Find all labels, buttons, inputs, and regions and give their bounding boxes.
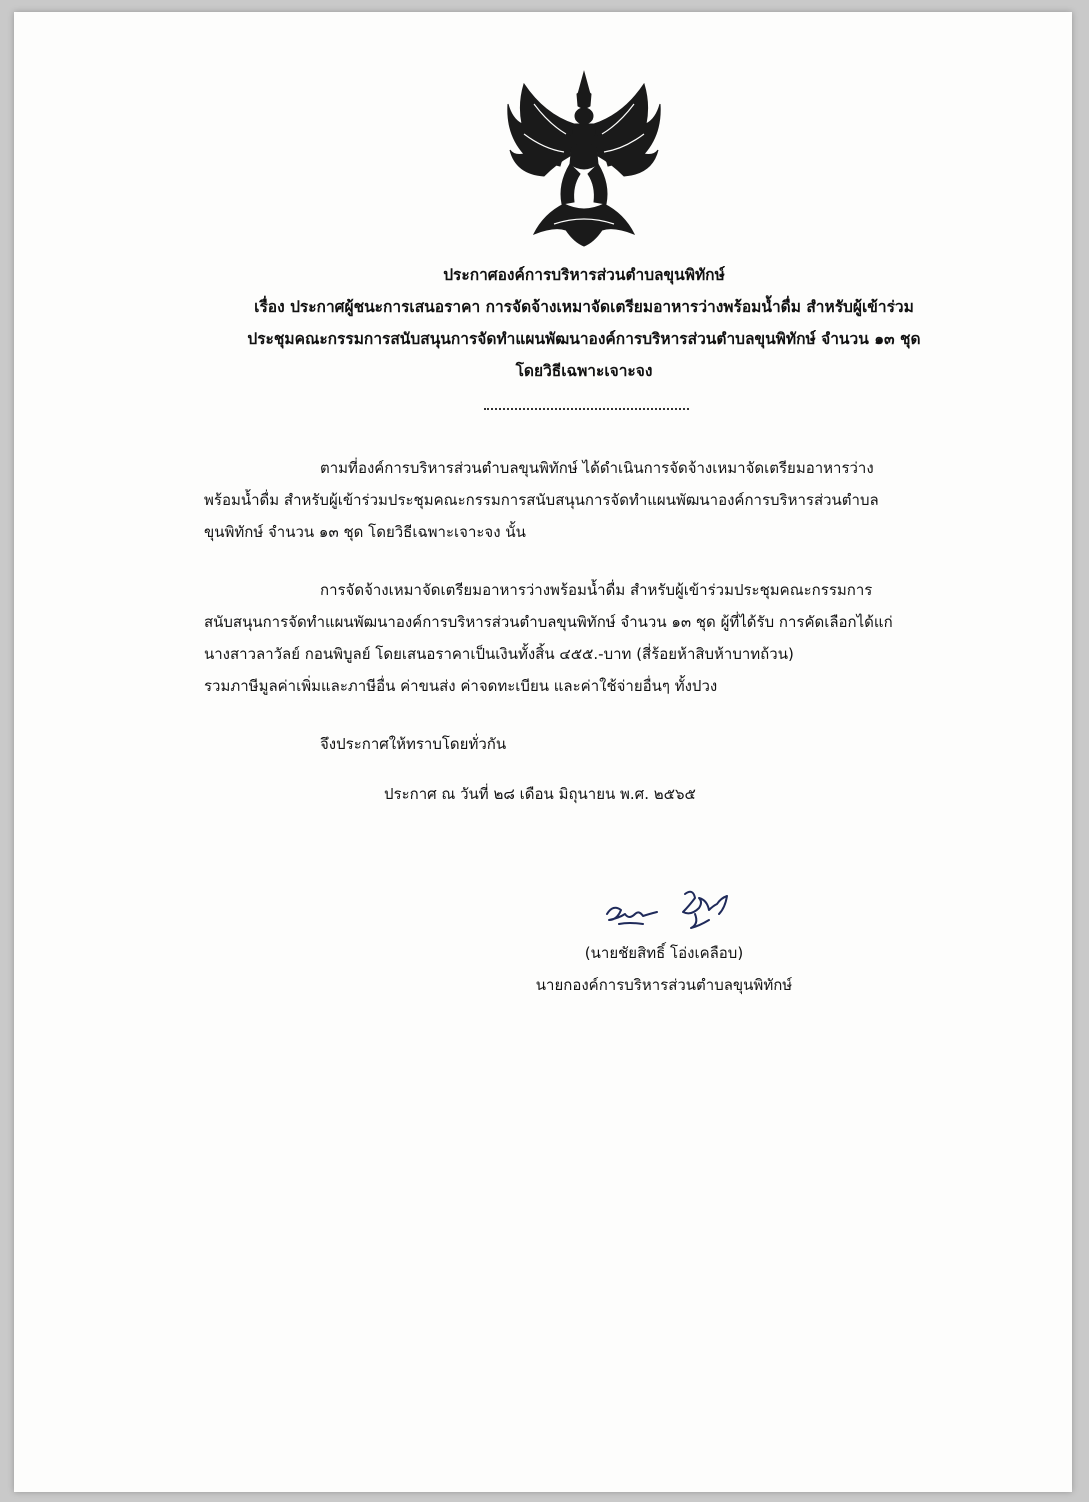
paragraph-line: นางสาวลาวัลย์ กอนพิบูลย์ โดยเสนอราคาเป็นเงินทั้งสิ้น ๔๕๕.-บาท (สี่ร้อยห้าสิบห้าบาทถ้วน) — [204, 645, 794, 663]
announcement-text: จึงประกาศให้ทราบโดยทั่วกัน — [320, 735, 507, 753]
header-method: โดยวิธีเฉพาะเจาะจง — [515, 362, 653, 380]
garuda-emblem — [504, 64, 664, 254]
paragraph-intro — [204, 452, 989, 548]
header-subject: เรื่อง ประกาศผู้ชนะการเสนอราคา การจัดจ้างเหมาจัดเตรียมอาหารว่างพร้อมน้ำดื่ม สำหรับผู้เข้าร่วม — [254, 298, 914, 316]
paragraph-line: ขุนพิทักษ์ จำนวน ๑๓ ชุด โดยวิธีเฉพาะเจาะจง นั้น — [204, 523, 526, 541]
header-subject-cont: ประชุมคณะกรรมการสนับสนุนการจัดทำแผนพัฒนาองค์การบริหารส่วนตำบลขุนพิทักษ์ จำนวน ๑๓ ชุด — [247, 330, 921, 348]
paragraph-line: สนับสนุนการจัดทำแผนพัฒนาองค์การบริหารส่วนตำบลขุนพิทักษ์ จำนวน ๑๓ ชุด ผู้ที่ได้รับ การคัดเลือกได้แก่ — [204, 613, 893, 631]
paragraph-announcement — [204, 728, 989, 760]
paragraph-line: ตามที่องค์การบริหารส่วนตำบลขุนพิทักษ์ ได้ดำเนินการจัดจ้างเหมาจัดเตรียมอาหารว่าง — [320, 459, 874, 477]
dotted-divider — [484, 408, 689, 410]
handwritten-signature — [599, 884, 744, 939]
paragraph-line: รวมภาษีมูลค่าเพิ่มและภาษีอื่น ค่าขนส่ง ค่าจดทะเบียน และค่าใช้จ่ายอื่นๆ ทั้งปวง — [204, 677, 718, 695]
paragraph-line: พร้อมน้ำดื่ม สำหรับผู้เข้าร่วมประชุมคณะกรรมการสนับสนุนการจัดทำแผนพัฒนาองค์การบริหารส่วนตำบล — [204, 491, 879, 509]
signer-name: (นายชัยสิทธิ์ โอ่งเคลือบ) — [584, 944, 744, 962]
paragraph-line: การจัดจ้างเหมาจัดเตรียมอาหารว่างพร้อมน้ำดื่ม สำหรับผู้เข้าร่วมประชุมคณะกรรมการ — [320, 581, 873, 599]
signer-block — [484, 937, 844, 1001]
announcement-date: ประกาศ ณ วันที่ ๒๘ เดือน มิถุนายน พ.ศ. ๒๕๖๕ — [384, 785, 696, 803]
paragraph-award — [204, 574, 989, 702]
document-page — [14, 12, 1072, 1492]
signer-position: นายกองค์การบริหารส่วนตำบลขุนพิทักษ์ — [535, 976, 793, 994]
header-title: ประกาศองค์การบริหารส่วนตำบลขุนพิทักษ์ — [443, 266, 725, 284]
announcement-header — [174, 259, 994, 387]
